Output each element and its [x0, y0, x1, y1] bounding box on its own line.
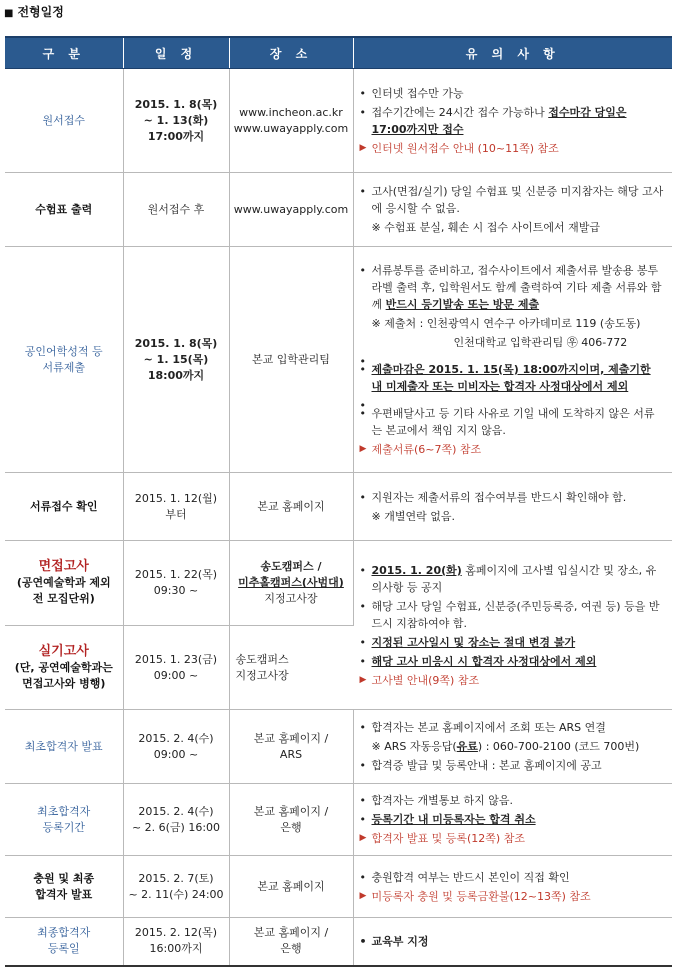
row-place: 본교 홈페이지 / ARS — [229, 710, 353, 784]
row-place: 본교 홈페이지 / 은행 — [229, 918, 353, 966]
list-item: • 접수기간에는 24시간 접수 가능하나 접수마감 당일은 17:00까지만 접수 — [360, 104, 665, 138]
header-notes: 유 의 사 항 — [353, 37, 672, 69]
table-row — [5, 473, 672, 541]
table-row — [5, 784, 672, 856]
table-row — [5, 541, 672, 626]
row-place: 송도캠퍼스 / 미추홀캠퍼스(사범대) 지정고사장 — [229, 541, 353, 626]
reference-note: ▶ 고사별 안내(9쪽) 참조 — [360, 672, 665, 689]
row-schedule: 2015. 2. 4(수) 09:00 ~ — [123, 710, 229, 784]
header-place: 장 소 — [229, 37, 353, 69]
list-item: • 고사(면접/실기) 당일 수험표 및 신분증 미지참자는 해당 고사에 응시할 수 없음. — [360, 183, 665, 217]
row-category: 서류접수 확인 — [5, 473, 123, 541]
list-item: • 서류봉투를 준비하고, 접수사이트에서 제출서류 발송용 봉투라벨 출력 후, 입학원서도 함께 출력하여 기타 제출 서류와 함께 반드시 등기발송 또는 방문 제출 — [360, 262, 665, 313]
row-category: 최초합격자 발표 — [5, 710, 123, 784]
row-place: 본교 입학관리팀 — [229, 247, 353, 473]
header-category: 구 분 — [5, 37, 123, 69]
list-item: • 등록기간 내 미등록자는 합격 취소 — [360, 811, 665, 828]
row-schedule: 2015. 1. 22(목) 09:30 ~ — [123, 541, 229, 626]
list-item: • 교육부 지정 — [360, 933, 665, 950]
row-schedule: 2015. 1. 23(금) 09:00 ~ — [123, 626, 229, 710]
table-header-row — [5, 37, 672, 69]
reference-note: ▶ 제출서류(6~7쪽) 참조 — [360, 441, 665, 458]
row-place: 송도캠퍼스 지정고사장 — [229, 626, 353, 710]
reference-note: ▶ 미등록자 충원 및 등록금환불(12~13쪽) 참조 — [360, 888, 665, 905]
schedule-table — [5, 36, 672, 967]
table-row — [5, 918, 672, 966]
row-schedule: 2015. 2. 4(수) ~ 2. 6(금) 16:00 — [123, 784, 229, 856]
row-category: 실기고사 (단, 공연예술학과는 면접고사와 병행) — [5, 626, 123, 710]
list-item: • 합격자는 본교 홈페이지에서 조회 또는 ARS 연결 — [360, 719, 665, 736]
list-item: • 제출마감은 2015. 1. 15(목) 18:00까지이며, 제출기한 내 미제출자 또는 미비자는 합격자 사정대상에서 제외 — [360, 361, 665, 395]
section-title-text: 전형일정 — [17, 5, 64, 19]
list-note: ※ 수험표 분실, 훼손 시 접수 사이트에서 재발급 — [371, 221, 600, 234]
list-item: • 해당 고사 당일 수험표, 신분증(주민등록증, 여권 등) 등을 반드시 지참하여야 함. — [360, 598, 665, 632]
row-place: www.incheon.ac.kr www.uwayapply.com — [229, 69, 353, 173]
reference-note: ▶ 합격자 발표 및 등록(12쪽) 참조 — [360, 830, 665, 847]
list-item: • 인터넷 접수만 가능 — [360, 85, 665, 102]
row-notes — [353, 173, 672, 247]
section-title — [4, 3, 64, 20]
list-item: • 합격자는 개별통보 하지 않음. — [360, 792, 665, 809]
row-category: 최종합격자 등록일 — [5, 918, 123, 966]
row-notes — [353, 784, 672, 856]
row-schedule: 2015. 1. 8(목) ~ 1. 13(화) 17:00까지 — [123, 69, 229, 173]
table-row — [5, 69, 672, 173]
list-item: • 우편배달사고 등 기타 사유로 기일 내에 도착하지 않은 서류는 본교에서 책임 지지 않음. — [360, 405, 665, 439]
list-item: • 합격증 발급 및 등록안내 : 본교 홈페이지에 공고 — [360, 757, 665, 774]
reference-note: ▶ 인터넷 원서접수 안내 (10~11쪽) 참조 — [360, 140, 665, 157]
row-notes — [353, 69, 672, 173]
row-place: 본교 홈페이지 — [229, 473, 353, 541]
row-category: 충원 및 최종 합격자 발표 — [5, 856, 123, 918]
row-schedule: 2015. 2. 7(토) ~ 2. 11(수) 24:00 — [123, 856, 229, 918]
square-bullet-icon: ■ — [4, 8, 14, 19]
list-note: 인천대학교 입학관리팀 ㉾ 406-772 — [453, 335, 628, 349]
list-note: ※ ARS 자동응답(유료) : 060-700-2100 (코드 700번) — [371, 740, 640, 753]
row-category: 원서접수 — [5, 69, 123, 173]
row-place: www.uwayapply.com — [229, 173, 353, 247]
row-schedule: 2015. 2. 12(목) 16:00까지 — [123, 918, 229, 966]
row-notes — [353, 856, 672, 918]
row-schedule: 2015. 1. 8(목) ~ 1. 15(목) 18:00까지 — [123, 247, 229, 473]
list-item: • 지원자는 제출서류의 접수여부를 반드시 확인해야 함. — [360, 489, 665, 506]
list-item: • 충원합격 여부는 반드시 본인이 직접 확인 — [360, 869, 665, 886]
list-note: ※ 제출처 : 인천광역시 연수구 아카데미로 119 (송도동) — [371, 316, 641, 330]
table-row — [5, 856, 672, 918]
list-note: ※ 개별연락 없음. — [371, 509, 455, 523]
list-item: • 2015. 1. 20(화) 홈페이지에 고사별 입실시간 및 장소, 유의사항 등 공지 — [360, 562, 665, 596]
row-schedule: 원서접수 후 — [123, 173, 229, 247]
row-notes — [353, 710, 672, 784]
table-row — [5, 247, 672, 473]
table-row — [5, 710, 672, 784]
header-schedule: 일 정 — [123, 37, 229, 69]
row-notes — [353, 918, 672, 966]
list-item: • 지정된 고사일시 및 장소는 절대 변경 불가 — [360, 634, 665, 651]
row-notes — [353, 247, 672, 473]
row-category: 최초합격자 등록기간 — [5, 784, 123, 856]
row-category: 수험표 출력 — [5, 173, 123, 247]
row-place: 본교 홈페이지 — [229, 856, 353, 918]
list-item: • 해당 고사 미응시 시 합격자 사정대상에서 제외 — [360, 653, 665, 670]
row-schedule: 2015. 1. 12(월) 부터 — [123, 473, 229, 541]
row-place: 본교 홈페이지 / 은행 — [229, 784, 353, 856]
row-category: 면접고사 (공연예술학과 제외 전 모집단위) — [5, 541, 123, 626]
row-notes — [353, 541, 672, 710]
table-row — [5, 173, 672, 247]
row-category: 공인어학성적 등 서류제출 — [5, 247, 123, 473]
row-notes — [353, 473, 672, 541]
